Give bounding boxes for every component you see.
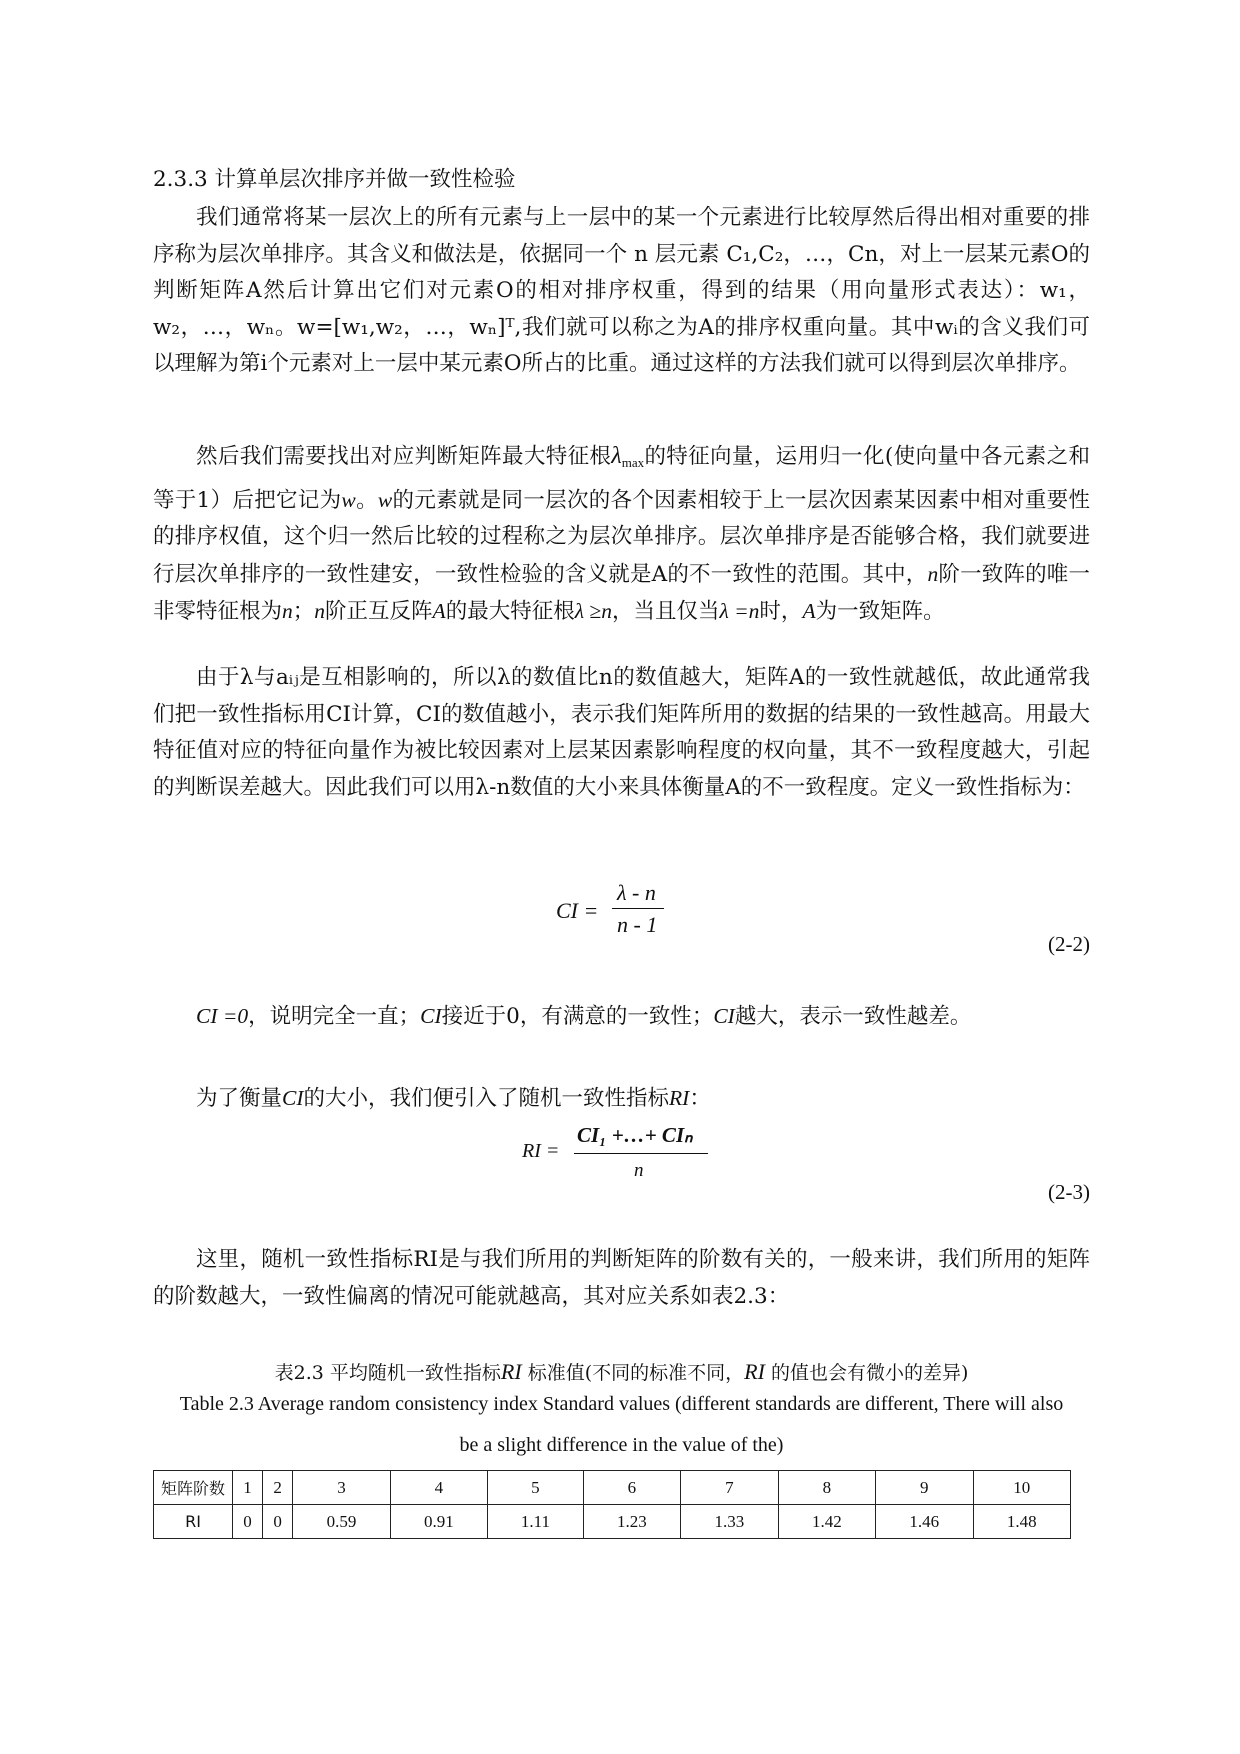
math-n: n: [927, 561, 939, 586]
math-ri: RI: [500, 1359, 522, 1384]
ri-table: [153, 1470, 1071, 1539]
text: 标准值(不同的标准不同，: [527, 1362, 745, 1384]
table-cell: 1.46: [876, 1505, 973, 1539]
table-cell: 5: [488, 1471, 583, 1505]
table-cell: 4: [390, 1471, 487, 1505]
text: ；: [292, 599, 315, 624]
paragraph-3: 由于λ与aᵢⱼ是互相影响的，所以λ的数值比n的数值越大，矩阵A的一致性就越低，故此通常我们把一致性指标用CI计算，CI的数值越小，表示我们矩阵所用的数据的结果的一致性越高。用最大特征值对应的特征向量作为被比较因素对上层某因素影响程度的权向量，其不一致程度越大，引起的判断误差越大。因此我们可以用λ-n数值的大小来具体衡量A的不一致程度。定义一致性指标为：: [153, 665, 1090, 800]
math-inequality: λ ≥n: [574, 599, 612, 623]
table-cell: 9: [876, 1471, 973, 1505]
math-ri: RI: [744, 1359, 765, 1384]
text: 阶一致阵的唯一非零特征根为: [153, 561, 1090, 624]
subscript: max: [621, 455, 645, 470]
text: 接近于0，有满意的一致性；: [441, 1004, 714, 1029]
equation-denominator: n: [634, 1160, 644, 1181]
table-cell: 2: [263, 1471, 293, 1505]
table-row-header: 矩阵阶数: [154, 1471, 233, 1505]
table-caption: [153, 1358, 1090, 1385]
text: 越大，表示一致性越差。: [734, 1004, 972, 1029]
text: 为一致矩阵。: [815, 599, 945, 624]
paragraph-1: 我们通常将某一层次上的所有元素与上一层中的某一个元素进行比较厚然后得出相对重要的排序称为层次单排序。其含义和做法是，依据同一个 n 层元素 C₁,C₂，…，Cn，对上一层某元素O的判断矩阵A然后计算出它们对元素O的相对排序权重，得到的结果（用向量形式表达）：w₁，w₂，…，wₙ。w=[w₁,w₂，…，wₙ]ᵀ,我们就可以称之为A的排序权重向量。其中wᵢ的含义我们可以理解为第i个元素对上一层中某元素O所占的比重。通过这样的方法我们就可以得到层次单排序。: [153, 205, 1090, 376]
math-n: n: [314, 599, 326, 623]
math-A: A: [432, 599, 446, 623]
math-ci: CI: [713, 1004, 735, 1028]
math-ri: RI: [669, 1086, 690, 1110]
math-A: A: [802, 599, 816, 623]
math-n: n: [282, 599, 293, 623]
table-cell: 1.48: [973, 1505, 1070, 1539]
equation-lhs: CI =: [556, 898, 599, 923]
equation-numerator: CI₁ +…+ CIₙ: [577, 1123, 693, 1147]
equation-numerator: λ - n: [617, 880, 656, 905]
text: 时，: [759, 599, 803, 624]
table-caption-english: Table 2.3 Average random consistency index Standard values (different standards are different, There will also be a slight difference in the value of the): [179, 1393, 1064, 1456]
paragraph-4: [153, 998, 1090, 1036]
paragraph-6: 这里，随机一致性指标RI是与我们所用的判断矩阵的阶数有关的，一般来讲，我们所用的矩阵的阶数越大，一致性偏离的情况可能就越高，其对应关系如表2.3：: [153, 1247, 1090, 1309]
text: 然后我们需要找出对应判断矩阵最大特征根: [196, 444, 612, 469]
text: 阶正互反阵: [325, 599, 433, 624]
table-cell: 7: [681, 1471, 778, 1505]
text: ，当且仅当: [611, 599, 720, 624]
fraction-bar: [574, 1153, 708, 1154]
text: 的值也会有微小的差异): [770, 1362, 969, 1384]
table-row: [154, 1471, 1071, 1505]
equation-denominator: n - 1: [617, 912, 658, 937]
table-cell: 1.42: [778, 1505, 875, 1539]
text: ：: [689, 1086, 711, 1111]
table-cell: 8: [778, 1471, 875, 1505]
table-cell: 1.11: [488, 1505, 583, 1539]
text: 的最大特征根: [445, 599, 575, 624]
table-row-header: RI: [154, 1505, 233, 1539]
table-cell: 0: [263, 1505, 293, 1539]
math-equality: λ =n: [719, 599, 760, 623]
equation-number: (2-2): [1048, 932, 1090, 956]
text: 为了衡量: [196, 1086, 283, 1111]
section-heading: 2.3.3 计算单层次排序并做一致性检验: [153, 167, 516, 192]
math-w: w: [377, 487, 393, 512]
table-cell: 0.59: [293, 1505, 390, 1539]
paragraph-5: [153, 1080, 1090, 1118]
math-ci: CI: [282, 1086, 304, 1110]
table-cell: 6: [583, 1471, 680, 1505]
table-cell: 1.23: [583, 1505, 680, 1539]
text: 的特征向量，运用归一化(使向量中各元素之和等于1）后把它记为: [153, 444, 1090, 513]
table-row: [154, 1505, 1071, 1539]
text: 的元素就是同一层次的各个因素相较于上一层次因素某因素中相对重要性的排序权值，这个归一然后比较的过程称之为层次单排序。层次单排序是否能够合格，我们就要进行层次单排序的一致性建安，一致性检验的含义就是A的不一致性的范围。其中，: [153, 487, 1090, 587]
table-cell: 1: [233, 1471, 263, 1505]
text: ，说明完全一直；: [248, 1004, 421, 1029]
math-ci: CI: [420, 1004, 442, 1028]
fraction-bar: [612, 908, 664, 909]
text: 。: [355, 487, 378, 513]
text: 的大小，我们便引入了随机一致性指标: [303, 1086, 670, 1111]
lambda-symbol: λ: [611, 443, 622, 469]
text: 表2.3 平均随机一致性指标: [274, 1362, 501, 1384]
table-cell: 1.33: [681, 1505, 778, 1539]
math-ci: CI =0: [196, 1004, 249, 1028]
paragraph-2: [153, 438, 1090, 631]
equation-lhs: RI =: [522, 1140, 560, 1162]
table-cell: 0.91: [390, 1505, 487, 1539]
equation-number: (2-3): [1048, 1180, 1090, 1204]
math-w: w: [341, 487, 356, 512]
table-cell: 10: [973, 1471, 1070, 1505]
table-cell: 0: [233, 1505, 263, 1539]
table-cell: 3: [293, 1471, 390, 1505]
